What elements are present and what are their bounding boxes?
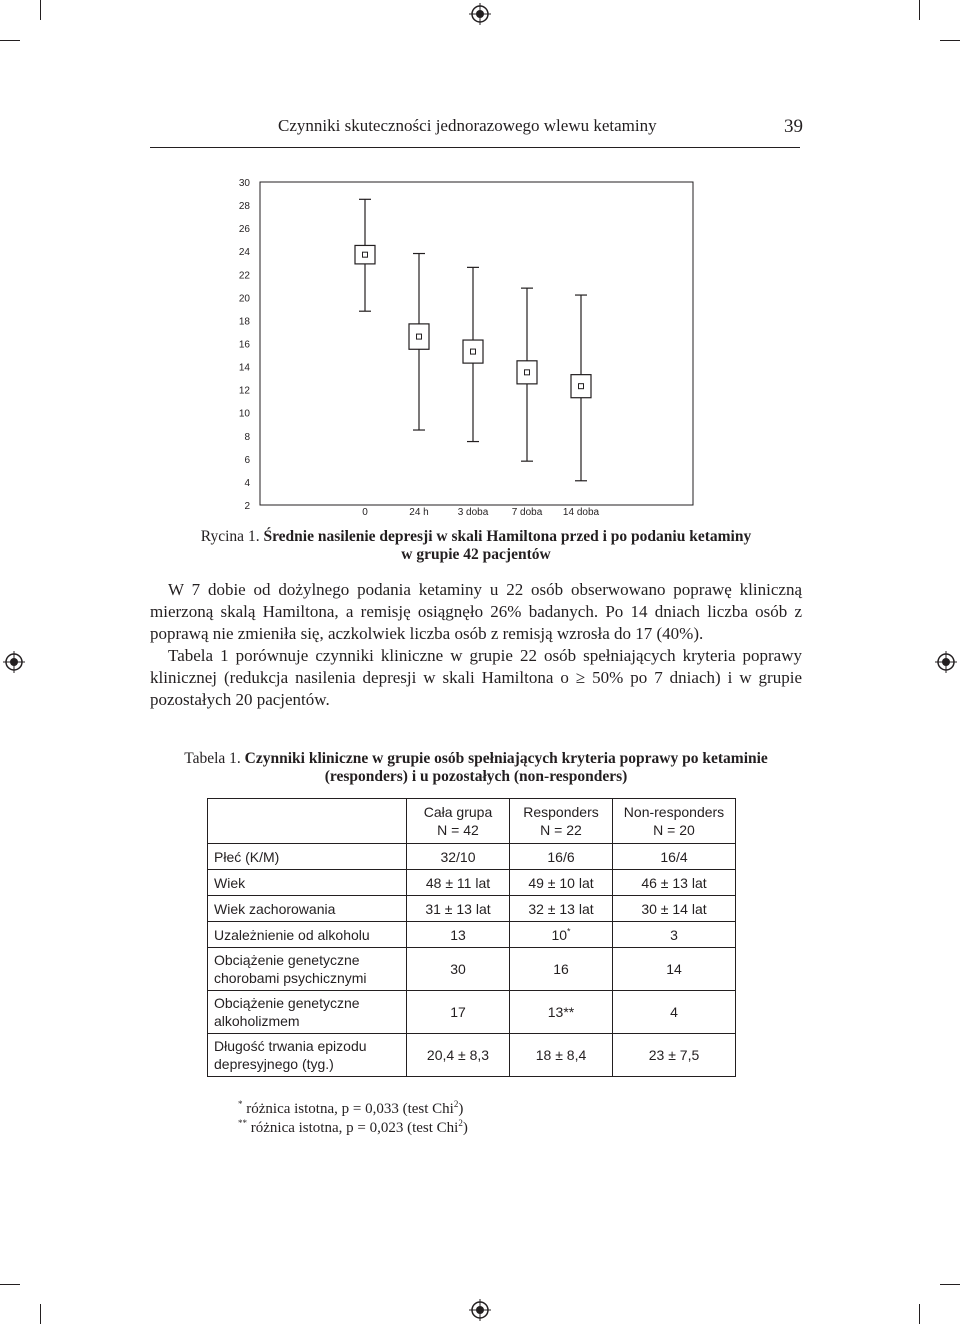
y-tick-label: 6 <box>244 454 250 466</box>
cell-all: 48 ± 11 lat <box>407 870 510 896</box>
x-tick-label: 7 doba <box>511 507 543 518</box>
y-tick-label: 16 <box>238 339 250 351</box>
y-tick-label: 14 <box>238 362 250 374</box>
registration-mark-top-icon <box>469 3 491 25</box>
clinical-factors-table <box>207 798 736 1077</box>
crop-mark-bottom-right <box>919 1304 920 1324</box>
mean-marker <box>525 370 530 375</box>
crop-mark-bottom-left <box>40 1304 41 1324</box>
cell-all: 30 <box>407 948 510 991</box>
y-tick-label: 26 <box>238 224 250 236</box>
y-tick-label: 2 <box>244 501 250 512</box>
y-axis-ticks <box>239 178 251 512</box>
cell-all: 20,4 ± 8,3 <box>407 1034 510 1077</box>
crop-mark-top-left <box>40 0 41 20</box>
cell-non-responders: 14 <box>613 948 736 991</box>
footnote-2: ** różnica istotna, p = 0,023 (test Chi$^2$) <box>238 1118 468 1136</box>
paragraph-1: W 7 dobie od dożylnego podania ketaminy u 22 osób obserwowano poprawę kliniczną mierzoną skalą Hamiltona, a remisję osiągnęło 26% badanych. Po 14 dniach liczba osób z poprawą nie zmieniła się, aczkolwiek liczba osób z remisją wzrosła do 17 (40%). <box>150 580 802 643</box>
cell-non-responders: 4 <box>613 991 736 1034</box>
mean-marker <box>417 334 422 339</box>
cell-responders: 16/6 <box>510 844 613 870</box>
cell-non-responders: 46 ± 13 lat <box>613 870 736 896</box>
y-tick-label: 10 <box>238 408 250 420</box>
page-number: 39 <box>784 116 803 137</box>
cell-non-responders: 3 <box>613 922 736 948</box>
table-row <box>208 991 736 1034</box>
table-row <box>208 844 736 870</box>
crop-mark-top-right <box>919 0 920 20</box>
mean-marker <box>471 349 476 354</box>
table-row <box>208 922 736 948</box>
x-tick-label: 24 h <box>409 507 429 518</box>
figure-caption-line1: Średnie nasilenie depresji w skali Hamiltona przed i po podaniu ketaminy <box>263 528 752 545</box>
table-row <box>208 870 736 896</box>
x-tick-label: 0 <box>362 507 368 518</box>
cell-non-responders: 16/4 <box>613 844 736 870</box>
mean-marker <box>579 384 584 389</box>
x-tick-label: 14 doba <box>562 507 600 518</box>
row-label: Wiek <box>208 870 407 896</box>
crop-mark-bottom-right-h <box>940 1284 960 1285</box>
row-label: Obciążenie genetyczne alkoholizmem <box>208 991 407 1034</box>
table-row <box>208 948 736 991</box>
y-tick-label: 22 <box>238 270 250 282</box>
figure-caption <box>150 528 802 564</box>
cell-non-responders: 23 ± 7,5 <box>613 1034 736 1077</box>
registration-mark-right-icon <box>935 651 957 673</box>
y-tick-label: 28 <box>238 201 250 213</box>
cell-responders: 49 ± 10 lat <box>510 870 613 896</box>
cell-all: 13 <box>407 922 510 948</box>
figure-caption-label: Rycina 1. <box>200 528 260 545</box>
table-row <box>208 896 736 922</box>
x-tick-label: 3 doba <box>457 507 489 518</box>
row-label: Uzależnienie od alkoholu <box>208 922 407 948</box>
mean-marker <box>363 252 368 257</box>
body-text <box>150 579 802 711</box>
col-header-non-responders: Non-responders N = 20 <box>613 799 736 844</box>
x-axis-ticks <box>362 507 599 518</box>
row-label: Obciążenie genetyczne chorobami psychicznymi <box>208 948 407 991</box>
crop-mark-top-right-h <box>940 40 960 41</box>
row-label: Płeć (K/M) <box>208 844 407 870</box>
table-header-row <box>208 799 736 844</box>
row-label: Wiek zachorowania <box>208 896 407 922</box>
table-caption-line1: Czynniki kliniczne w grupie osób spełniających kryteria poprawy po ketaminie <box>244 750 768 767</box>
header-rule <box>150 147 800 148</box>
registration-mark-left-icon <box>3 651 25 673</box>
significance-mark: * <box>567 925 571 936</box>
box-plot-chart <box>150 172 710 524</box>
crop-mark-bottom-left-h <box>0 1284 20 1285</box>
registration-mark-bottom-icon <box>469 1299 491 1321</box>
table-row <box>208 1034 736 1077</box>
crop-mark-top-left-h <box>0 40 20 41</box>
y-tick-label: 24 <box>238 247 250 259</box>
table-corner-cell <box>208 799 407 844</box>
y-tick-label: 18 <box>238 316 250 328</box>
cell-all: 17 <box>407 991 510 1034</box>
y-tick-label: 4 <box>244 477 250 489</box>
row-label: Długość trwania epizodu depresyjnego (tyg.) <box>208 1034 407 1077</box>
running-head: Czynniki skuteczności jednorazowego wlewu ketaminy <box>278 116 657 135</box>
col-header-all: Cała grupa N = 42 <box>407 799 510 844</box>
paragraph-2: Tabela 1 porównuje czynniki kliniczne w grupie 22 osób spełniających kryteria poprawy klinicznej (redukcja nasilenia depresji w skali Hamiltona o ≥ 50% po 7 dniach) i w grupie pozostałych 20 pacjentów. <box>150 646 802 709</box>
cell-responders: 10* <box>510 922 613 948</box>
table-footnotes <box>238 1100 468 1138</box>
y-tick-label: 12 <box>238 385 250 397</box>
table-caption-line2: (responders) i u pozostałych (non-responders) <box>324 768 628 785</box>
cell-responders: 16 <box>510 948 613 991</box>
cell-all: 31 ± 13 lat <box>407 896 510 922</box>
table-caption <box>150 750 802 786</box>
cell-responders: 13** <box>510 991 613 1034</box>
table-caption-label: Tabela 1. <box>184 750 241 767</box>
y-tick-label: 8 <box>244 431 250 443</box>
cell-responders: 18 ± 8,4 <box>510 1034 613 1077</box>
col-header-responders: Responders N = 22 <box>510 799 613 844</box>
y-tick-label: 30 <box>238 178 250 189</box>
y-tick-label: 20 <box>238 293 250 305</box>
cell-responders: 32 ± 13 lat <box>510 896 613 922</box>
footnote-1: * różnica istotna, p = 0,033 (test Chi$^2$) <box>238 1099 464 1117</box>
figure-caption-line2: w grupie 42 pacjentów <box>401 546 551 563</box>
cell-non-responders: 30 ± 14 lat <box>613 896 736 922</box>
cell-all: 32/10 <box>407 844 510 870</box>
